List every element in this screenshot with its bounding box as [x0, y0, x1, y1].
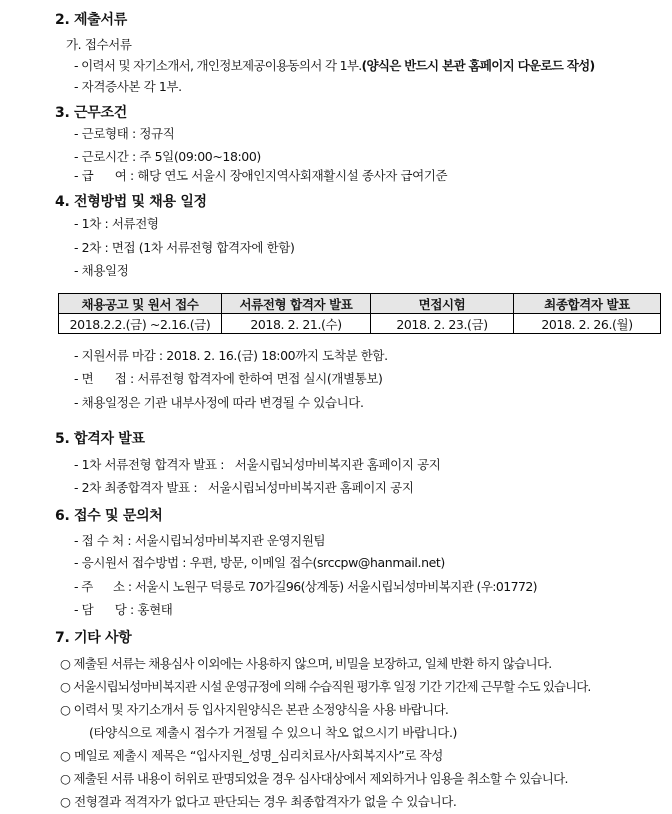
section-5-title: 5. 합격자 발표 — [55, 431, 145, 447]
section-7-item: ○ 전형결과 적격자가 없다고 판단되는 경우 최종합격자가 없을 수 있습니다. — [60, 794, 457, 809]
section-7-item: ○ 메일로 제출시 제목은 “입사지원_성명_심리치료사/사회복지사”로 작성 — [60, 748, 443, 763]
section-7-item: ○ 서울시립뇌성마비복지관 시설 운영규정에 의해 수습직원 평가후 일정 기간 기간제 근무할 수도 있습니다. — [60, 679, 591, 694]
section-3-item: - 근로시간 : 주 5일(09:00~18:00) — [74, 149, 261, 164]
section-2-item-2: - 자격증사본 각 1부. — [74, 79, 182, 94]
section-4-note: - 면 접 : 서류전형 합격자에 한하여 면접 실시(개별통보) — [74, 371, 383, 386]
section-4-note: - 지원서류 마감 : 2018. 2. 16.(금) 18:00까지 도착분 한함. — [74, 348, 388, 363]
schedule-cell: 2018. 2. 21.(수) — [222, 314, 371, 334]
section-2-title: 2. 제출서류 — [55, 12, 127, 28]
section-7-item: ○ 제출된 서류는 채용심사 이외에는 사용하지 않으며, 비밀을 보장하고, 일체 반환 하지 않습니다. — [60, 656, 552, 671]
section-6-item: - 응시원서 접수방법 : 우편, 방문, 이메일 접수(srccpw@hanmail.net) — [74, 555, 445, 570]
section-7-item: ○ 이력서 및 자기소개서 등 입사지원양식은 본관 소정양식을 사용 바랍니다. — [60, 702, 449, 717]
section-5-item: - 2차 최종합격자 발표 : 서울시립뇌성마비복지관 홈페이지 공지 — [74, 480, 414, 495]
schedule-header-cell: 서류전형 합격자 발표 — [222, 294, 371, 314]
section-3-title: 3. 근무조건 — [55, 105, 127, 121]
section-7-item: (타양식으로 제출시 접수가 거절될 수 있으니 착오 없으시기 바랍니다.) — [89, 725, 458, 740]
section-7-item: ○ 제출된 서류 내용이 허위로 판명되었을 경우 심사대상에서 제외하거나 임용을 취소할 수 있습니다. — [60, 771, 568, 786]
section-4-title: 4. 전형방법 및 채용 일정 — [55, 194, 207, 210]
section-2-item-1-text: - 이력서 및 자기소개서, 개인정보제공이용동의서 각 1부. — [74, 58, 362, 73]
section-7-title: 7. 기타 사항 — [55, 630, 132, 646]
section-3-item: - 근로형태 : 정규직 — [74, 126, 175, 141]
section-6-item: - 주 소 : 서울시 노원구 덕릉로 70가길96(상계동) 서울시립뇌성마비복지관 (우:01772) — [74, 579, 537, 594]
section-5-item: - 1차 서류전형 합격자 발표 : 서울시립뇌성마비복지관 홈페이지 공지 — [74, 457, 441, 472]
schedule-cell: 2018. 2. 26.(월) — [514, 314, 661, 334]
schedule-cell: 2018. 2. 23.(금) — [371, 314, 514, 334]
schedule-cell: 2018.2.2.(금) ~2.16.(금) — [59, 314, 222, 334]
schedule-table — [58, 293, 661, 334]
schedule-header-cell: 면접시험 — [371, 294, 514, 314]
section-6-item: - 담 당 : 홍현태 — [74, 602, 173, 617]
section-4-note: - 채용일정은 기관 내부사정에 따라 변경될 수 있습니다. — [74, 395, 364, 410]
section-2-item-1-bold: (양식은 반드시 본관 홈페이지 다운로드 작성) — [361, 58, 595, 73]
section-2-item-1 — [74, 58, 595, 74]
section-4-item: - 2차 : 면접 (1차 서류전형 합격자에 한함) — [74, 240, 295, 255]
section-6-item: - 접 수 처 : 서울시립뇌성마비복지관 운영지원팀 — [74, 533, 326, 548]
section-3-item: - 급 여 : 해당 연도 서울시 장애인지역사회재활시설 종사자 급여기준 — [74, 168, 448, 183]
section-6-title: 6. 접수 및 문의처 — [55, 508, 163, 524]
schedule-header-cell: 최종합격자 발표 — [514, 294, 661, 314]
schedule-header-cell: 채용공고 및 원서 접수 — [59, 294, 222, 314]
schedule-table-row — [59, 314, 661, 334]
schedule-table-header-row — [59, 294, 661, 314]
section-4-item: - 1차 : 서류전형 — [74, 216, 159, 231]
section-4-item: - 채용일정 — [74, 263, 129, 278]
section-2-subtitle: 가. 접수서류 — [66, 37, 132, 52]
